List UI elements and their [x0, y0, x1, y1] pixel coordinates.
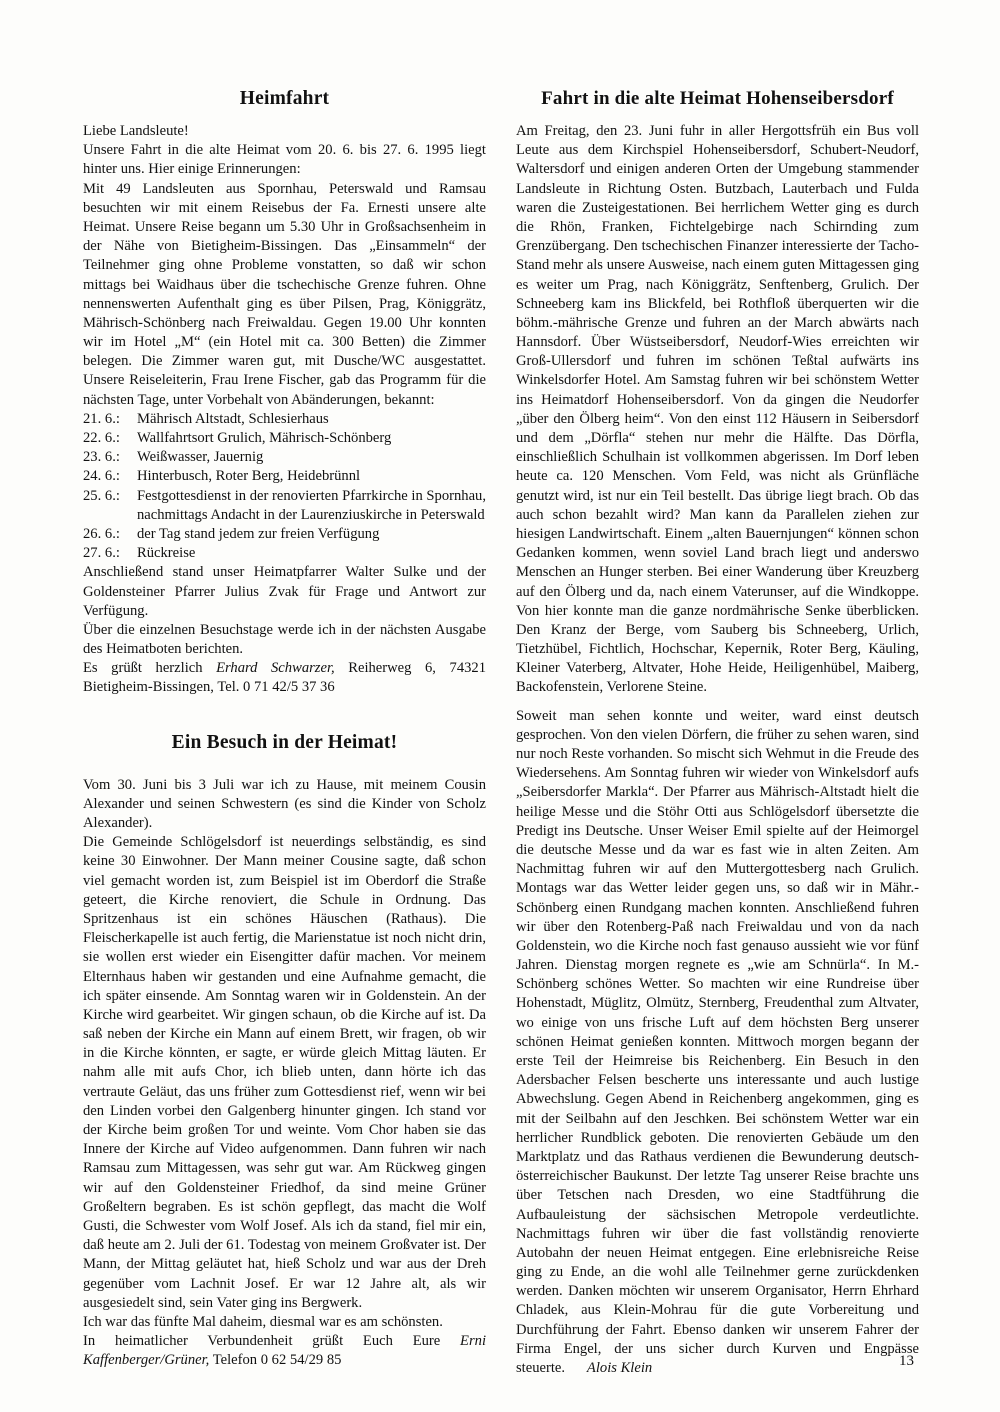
itinerary-text: Wallfahrtsort Grulich, Mährisch-Schönberg [137, 430, 392, 446]
author-name: Erhard Schwarzer, [216, 660, 335, 677]
section-spacer [83, 698, 486, 732]
itinerary-text: der Tag stand jedem zur freien Verfügung [137, 525, 380, 542]
itinerary-date: 21. 6.: [83, 410, 120, 427]
itinerary-text: Festgottesdienst in der renovierten Pfarrkirche in Spornhau, nachmittags Andacht in der Laurenziuskirche in Peterswald [137, 487, 486, 523]
salutation: Liebe Landsleute! [83, 123, 189, 139]
itinerary-date: 25. 6.: [83, 487, 120, 504]
article-fahrt-hohenseibersdorf [516, 88, 919, 1378]
paragraph-besuch-3: Ich war das fünfte Mal daheim, diesmal war es am schönsten. [83, 1313, 443, 1330]
itinerary-date: 22. 6.: [83, 430, 120, 446]
itinerary-list [83, 410, 486, 564]
itinerary-text: Mährisch Altstadt, Schlesierhaus [137, 410, 329, 427]
list-item [83, 429, 486, 448]
left-column [83, 88, 486, 1378]
paragraph-journey: Mit 49 Landsleuten aus Spornhau, Peterswald und Ramsau besuchten wir mit einem Reisebus der Fa. Ernesti unsere alte Heimat. Unsere Reise begann um 5.30 Uhr in Großsachsenheim in der Nähe von Bietigheim-Bissingen. Das „Einsammeln“ der Teilnehmer ging ohne Probleme vonstatten, so daß wir schon mittags bei Waidhaus über die tschechische Grenze fuhren. Ohne nennenswerten Aufenthalt ging es über Pilsen, Prag, Königgrätz, Mährisch-Schönberg nach Freiwaldau. Gegen 19.00 Uhr konnten wir im Hotel „M“ (ein Hotel mit ca. 300 Betten) die Zimmer belegen. Die Zimmer waren gut, mit Dusche/WC ausgestattet. Unsere Reiseleiterin, Frau Irene Fischer, gab das Programm für die nächsten Tage, unter Vorbehalt von Abänderungen, bekannt: [83, 180, 486, 408]
two-column-layout [83, 88, 919, 1378]
list-item [83, 410, 486, 429]
list-item [83, 487, 486, 525]
paragraph-besuch-2: Die Gemeinde Schlögelsdorf ist neuerdings selbständig, es sind keine 30 Einwohner. Der Mann meiner Cousine sagte, daß schon viel gemacht worden ist, zum Beispiel ist im Oberdorf die Straße geteert, die Kirche renoviert, die Schule in Ordnung. Das Spritzenhaus ist ein schönes Häuschen (Rathaus). Die Fleischerkapelle ist auch fertig, die Marienstatue ist noch nicht drin, sie wollen erst wieder ein Eisengitter dafür machen. Vor meinem Elternhaus haben wir gestanden und eine Aufnahme gemacht, die ich später einsende. Am Sonntag waren wir in Goldenstein. An der Kirche wird gearbeitet. Wir gingen schaun, ob die Kirche auf ist. Da saß neben der Kirche ein Mann auf einem Brett, wir fragen, ob wir in die Kirche könnten, er sagte, er würde gleich Mittag läuten. Er nahm alle mit aufs Chor, ich blieb unten, dann hörte ich das vertraute Geläut, das uns früher zum Gottesdienst rief, wenn wir bei den Linden vorbei den Galgenberg hinunter gingen. Ich stand vor der Kirche beim großen Tor und weinte. Vom Chor haben sie das Innere der Kirche auf Video aufgenommen. Dann fuhren wir nach Ramsau zum Mittagessen, was sehr gut war. Am Rückweg gingen wir auf den Goldensteiner Friedhof, da sind meine Grüner Großeltern begraben. Es ist schön gepflegt, das macht die Wolf Gusti, die Schwester vom Wolf Josef. Als ich da stand, fiel mir ein, daß heute am 2. Juli der 61. Todestag von meinem Großvater ist. Der Mann, der Mittag geläutet hat, hieß Scholz und war aus der Dreh gegenüber vom Lachnit Josef. Er war 12 Jahre alt, als wir ausgesiedelt sind, sein Vater ging ins Bergwerk. [83, 834, 486, 1311]
signature-author: Alois Klein [586, 1360, 653, 1376]
paragraph-pfarrer: Anschließend stand unser Heimatpfarrer Walter Sulke und der Goldensteiner Pfarrer Julius Zvak für Frage und Antwort zur Verfügung. [83, 564, 486, 619]
greeting-post: Telefon 0 62 54/29 85 [209, 1352, 342, 1369]
right-column [516, 88, 919, 1378]
itinerary-date: 24. 6.: [83, 468, 120, 485]
list-item [83, 467, 486, 486]
paragraph-gap [516, 698, 919, 707]
paragraph-besuch-greeting [83, 1332, 486, 1370]
article-besuch [83, 732, 486, 1371]
title-gap [83, 766, 486, 776]
itinerary-date: 23. 6.: [83, 449, 120, 466]
itinerary-date: 27. 6.: [83, 545, 120, 562]
itinerary-text: Hinterbusch, Roter Berg, Heidebrünnl [137, 468, 361, 485]
itinerary-date: 26. 6.: [83, 525, 120, 542]
paragraph-besuch-1: Vom 30. Juni bis 3 Juli war ich zu Hause, mit meinem Cousin Alexander und seinen Schwestern (es sind die Kinder von Scholz Alexander). [83, 776, 486, 831]
paragraph-fahrt-1: Am Freitag, den 23. Juni fuhr in aller Hergottsfrüh ein Bus voll Leute aus dem Kirchspiel Hohenseibersdorf, Schubert-Neudorf, Waltersdorf und einigen anderen Orten der Umgebung stammender Landsleute in Richtung Osten. Butzbach, Lauterbach und Fulda waren die Zusteigestationen. Bei herrlichem Wetter ging es durch die Rhön, Franken, Fichtelgebirge nach Schirnding zum Grenzübergang. Den tschechischen Finanzer interessierte der Tacho-Stand mehr als unsere Ausweise, nach einem guten Mittagessen ging es weiter um Prag, nach Königgrätz, Senftenberg, Grulich. Der Schneeberg kam ins Blickfeld, bei Rothfloß überquerten wir die böhm.-mährische Grenze und fuhren an der March abwärts nach Hannsdorf. Über Wüstseibersdorf, Neudorf-Wies erreichten wir Groß-Ullersdorf und fuhren im schönen Teßtal aufwärts ins Winkelsdorfer Hotel. Am Samstag fuhren wir bei schönstem Wetter ins Heimatdorf Hohenseibersdorf. Von da gingen die Neudorfer „über den Ölberg heim“. Von den einst 112 Häusern in Seibersdorf und dem „Dörfla“ stehen nur mehr die Hälfte. Das Dörfla, einschließlich Schulhain ist vollkommen abgerissen. Im Dorf leben heute ca. 120 Menschen. Vom Feld, was nicht als Grünfläche genutzt wird, ist nur ein Teil bestellt. Das übrige liegt brach. Ob das auch schon bezahlt wird? Man kann da Parallelen ziehen zur hiesigen Landwirtschaft. Einem „alten Bauernjungen“ können schon Gedanken kommen, wenn soviel Land brach liegt und anderswo Menschen an Hunger sterben. Bei einer Wanderung über Kreuzberg auf den Ölberg und da, nach einem Vaterunser, auf die Windkoppe. Von hier konnte man die ganze nordmährische Senke überblicken. Den Kranz der Berge, vom Sauberg bis Schneeberg, Urlich, Tietzhübel, Fichtlich, Hochschar, Kepernik, Roter Berg, Käuling, Kleiner Vaterberg, Altvater, Hohe Heide, Heiligenhübel, Maiberg, Backofenstein, Verlorene Steine. [516, 123, 919, 696]
itinerary-text: Rückreise [137, 545, 196, 562]
paragraph-intro: Unsere Fahrt in die alte Heimat vom 20. 6. bis 27. 6. 1995 liegt hinter uns. Hier einige Erinnerungen: [83, 142, 486, 178]
greeting-pre: In heimatlicher Verbundenheit grüßt Euch Eure [83, 1333, 461, 1350]
author-name: Erni Kaffenberger/Grüner, [83, 1333, 486, 1369]
article-title-heimfahrt: Heimfahrt [239, 88, 330, 109]
itinerary-text: Weißwasser, Jauernig [137, 449, 264, 466]
page-number: 13 [899, 1353, 914, 1369]
article-heimfahrt [83, 88, 486, 698]
paragraph-fahrt-2 [516, 707, 919, 1379]
article-title-besuch: Ein Besuch in der Heimat! [171, 731, 398, 753]
paragraph-fahrt-2-text: Soweit man sehen konnte und weiter, ward einst deutsch gesprochen. Von den vielen Dörfern, die früher zu sehen waren, sind nur noch Reste vorhanden. So mischt sich Wehmut in die Freude des Wiedersehens. Am Sonntag fuhren wir wieder von Winkelsdorf aufs „Seibersdorfer Markla“. Der Pfarrer aus Mährisch-Altstadt hielt die heilige Messe und die Stöhr Otti aus Schlögelsdorf übersetzte die Predigt ins Deutsche. Unser Weiser Emil spielte auf der Heimorgel die deutsche Messe und da war es fast wie in alten Zeiten. Am Nachmittag fuhren wir auf den Muttergottesberg nach Grulich. Montags war das Wetter leider gegen uns, so daß wir in Mähr.-Schönberg einen Rundgang machen konnten. Anschließend fuhren wir über den Rotenberg-Paß nach Freiwaldau und von da nach Goldenstein, wo die Kirche noch fast genauso aussieht wie vor fünf Jahren. Dienstag morgen regnete es „wie am Schnürla“. In M.-Schönberg schönes Wetter. So machten wir eine Rundreise über Hohenstadt, Müglitz, Olmütz, Sternberg, Freudenthal zum Altvater, wo einige von uns frische Luft auf dem höchsten Berg unserer schönen Heimat genießen konnten. Mittwoch morgen begann der erste Teil der Heimreise bis Reichenberg. Ein Besuch in den Adersbacher Felsen bescherte uns interessante und auch lustige Abwechslung. Gegen Abend in Reichenberg angekommen, ging es mit der Seilbahn auf den Jeschken. Bei schönstem Wetter war ein herrlicher Rundblick geboten. Die renovierten Gebäude um den Marktplatz und das Rathaus verdienen die Bewunderung deutsch-österreichischer Baukunst. Der letzte Tag unserer Reise brachte uns über Tetschen nach Dresden, wo eine Stadtführung die Aufbauleistung der sächsischen Metropole verdeutlichte. Nachmittags fuhren wir über die fast vollständig renovierte Autobahn der neuen Heimat entgegen. Eine erlebnisreiche Reise ging zu Ende, an die wohl alle Teilnehmer gerne zurückdenken werden. Danken möchten wir unserem Organisator, Herrn Ehrhard Chladek, aus Klein-Mohrau für die gute Vorbereitung und Durchführung der Fahrt. Ebenso danken wir unserem Fahrer der Firma Engel, der uns sicher durch Kurven und Engpässe steuerte. [516, 707, 919, 1376]
article-title-fahrt: Fahrt in die alte Heimat Hohenseibersdorf [541, 88, 894, 109]
list-item [83, 544, 486, 563]
paragraph-bericht: Über die einzelnen Besuchstage werde ich in der nächsten Ausgabe des Heimatboten berichten. [83, 621, 486, 658]
greeting-pre: Es grüßt herzlich [83, 660, 217, 677]
list-item [83, 525, 486, 544]
list-item [83, 448, 486, 467]
greeting-post: Reiherweg 6, 74321 Bietigheim-Bissingen, Tel. 0 71 42/5 37 36 [83, 660, 487, 696]
paragraph-greeting [83, 659, 486, 697]
